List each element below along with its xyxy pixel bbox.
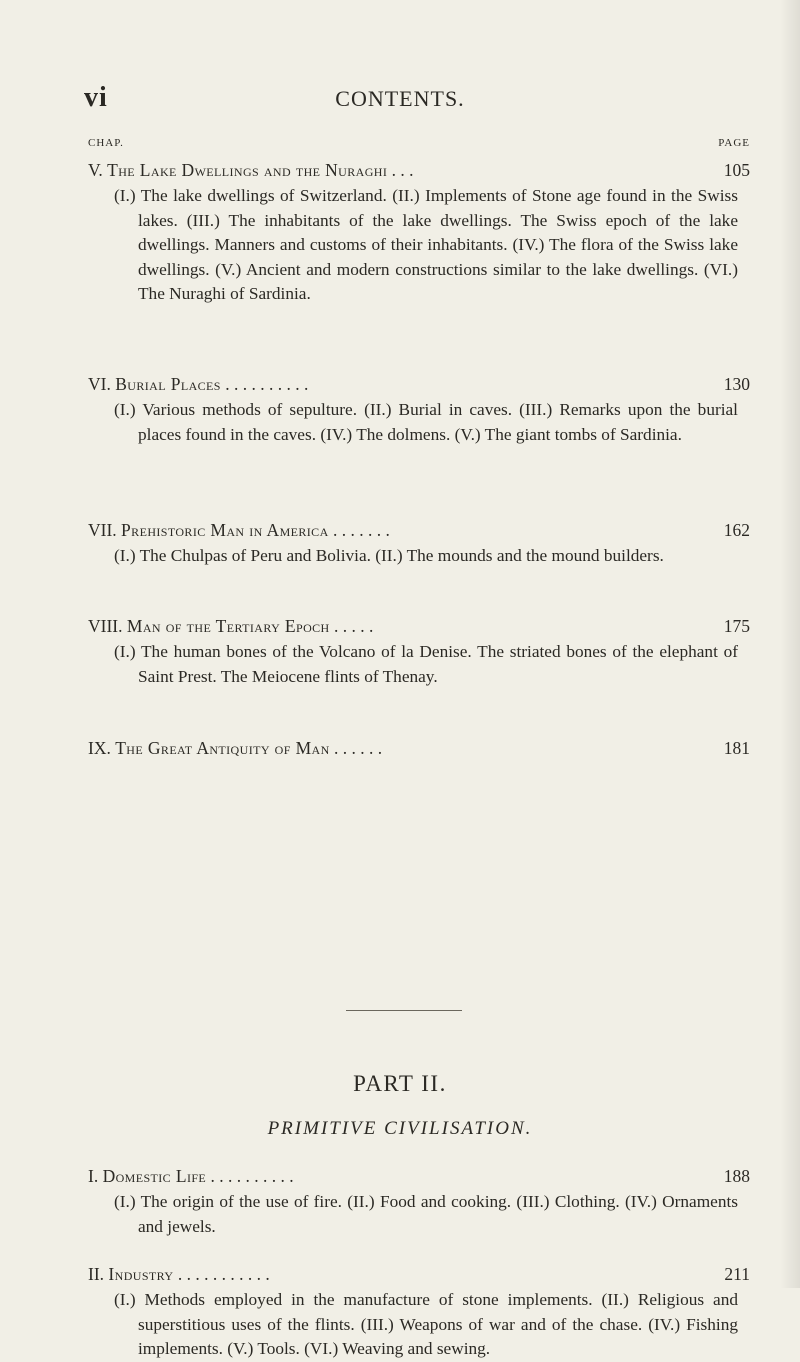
page-column-label: PAGE: [718, 137, 750, 149]
leader-dots: . . . . . .: [334, 738, 383, 758]
chapter-description: (I.) The Chulpas of Peru and Bolivia. (II.) The mounds and the mound builders.: [114, 546, 664, 565]
chapter-title: The Great Antiquity of Man: [115, 738, 330, 758]
chapter-title: Industry: [108, 1264, 174, 1284]
leader-dots: . . . . . . . . . .: [225, 374, 309, 394]
chapter-number: VI.: [88, 374, 111, 394]
part-heading: PART II.: [353, 1071, 447, 1096]
chapter-page: 105: [723, 160, 750, 180]
chapter-number: I.: [88, 1166, 99, 1186]
chapter-number: II.: [88, 1264, 105, 1284]
page-edge-shadow: [780, 0, 800, 1288]
toc-entry-chapter-9[interactable]: [88, 736, 750, 760]
leader-dots: . . .: [391, 160, 414, 180]
section-divider: [346, 1010, 462, 1011]
chapter-number: VII.: [88, 520, 117, 540]
page-title: CONTENTS.: [335, 86, 465, 111]
chapter-description: (I.) The human bones of the Volcano of la Denise. The striated bones of the elephant of Saint Prest. The Meiocene flints of Thenay.: [114, 642, 738, 686]
chapter-title: Man of the Tertiary Epoch: [126, 616, 330, 636]
chapter-page: 130: [723, 374, 750, 394]
toc-entry-chapter-5[interactable]: [88, 158, 750, 182]
leader-dots: . . . . . . . . . . .: [177, 1264, 270, 1284]
chapter-page: 162: [723, 520, 750, 540]
chapter-description: (I.) Methods employed in the manufacture of stone implements. (II.) Religious and superstitious uses of the flints. (III.) Weapons of war and of the chase. (IV.) Fishing implements. (V.) Tools. (VI.) Weaving and sewing.: [114, 1290, 738, 1359]
toc-entry-chapter-6[interactable]: [88, 372, 750, 396]
leader-dots: . . . . . . . . . .: [210, 1166, 294, 1186]
toc-entry-chapter-8[interactable]: [88, 614, 750, 638]
chapter-column-label: CHAP.: [88, 137, 124, 149]
toc-entry-part2-chapter-2[interactable]: [88, 1262, 750, 1286]
chapter-description: (I.) The origin of the use of fire. (II.) Food and cooking. (III.) Clothing. (IV.) Ornaments and jewels.: [114, 1192, 738, 1236]
chapter-number: V.: [88, 160, 103, 180]
chapter-description: (I.) The lake dwellings of Switzerland. (II.) Implements of Stone age found in the Swiss lakes. (III.) The inhabitants of the lake dwellings. The Swiss epoch of the lake dwellings. Manners and customs of their inhabitants. (IV.) The flora of the Swiss lake dwellings. (V.) Ancient and modern constructions similar to the lake dwellings. (VI.) The Nuraghi of Sardinia.: [114, 186, 738, 304]
leader-dots: . . . . . . .: [333, 520, 390, 540]
chapter-page: 175: [723, 616, 750, 636]
page-number: vi: [84, 82, 108, 113]
toc-entry-part2-chapter-1[interactable]: [88, 1164, 750, 1188]
chapter-title: Burial Places: [115, 374, 221, 394]
chapter-title: Prehistoric Man in America: [121, 520, 329, 540]
chapter-title: Domestic Life: [102, 1166, 207, 1186]
leader-dots: . . . . .: [334, 616, 374, 636]
column-headings: [88, 137, 750, 157]
running-head: [0, 82, 800, 116]
chapter-page: 188: [723, 1166, 750, 1186]
chapter-page: 211: [724, 1264, 750, 1284]
chapter-title: The Lake Dwellings and the Nuraghi: [107, 160, 388, 180]
part-subtitle: PRIMITIVE CIVILISATION.: [267, 1118, 533, 1139]
chapter-number: IX.: [88, 738, 111, 758]
toc-entry-chapter-7[interactable]: [88, 518, 750, 542]
chapter-page: 181: [723, 738, 750, 758]
chapter-number: VIII.: [88, 616, 123, 636]
chapter-description: (I.) Various methods of sepulture. (II.) Burial in caves. (III.) Remarks upon the burial places found in the caves. (IV.) The dolmens. (V.) The giant tombs of Sardinia.: [114, 400, 738, 444]
